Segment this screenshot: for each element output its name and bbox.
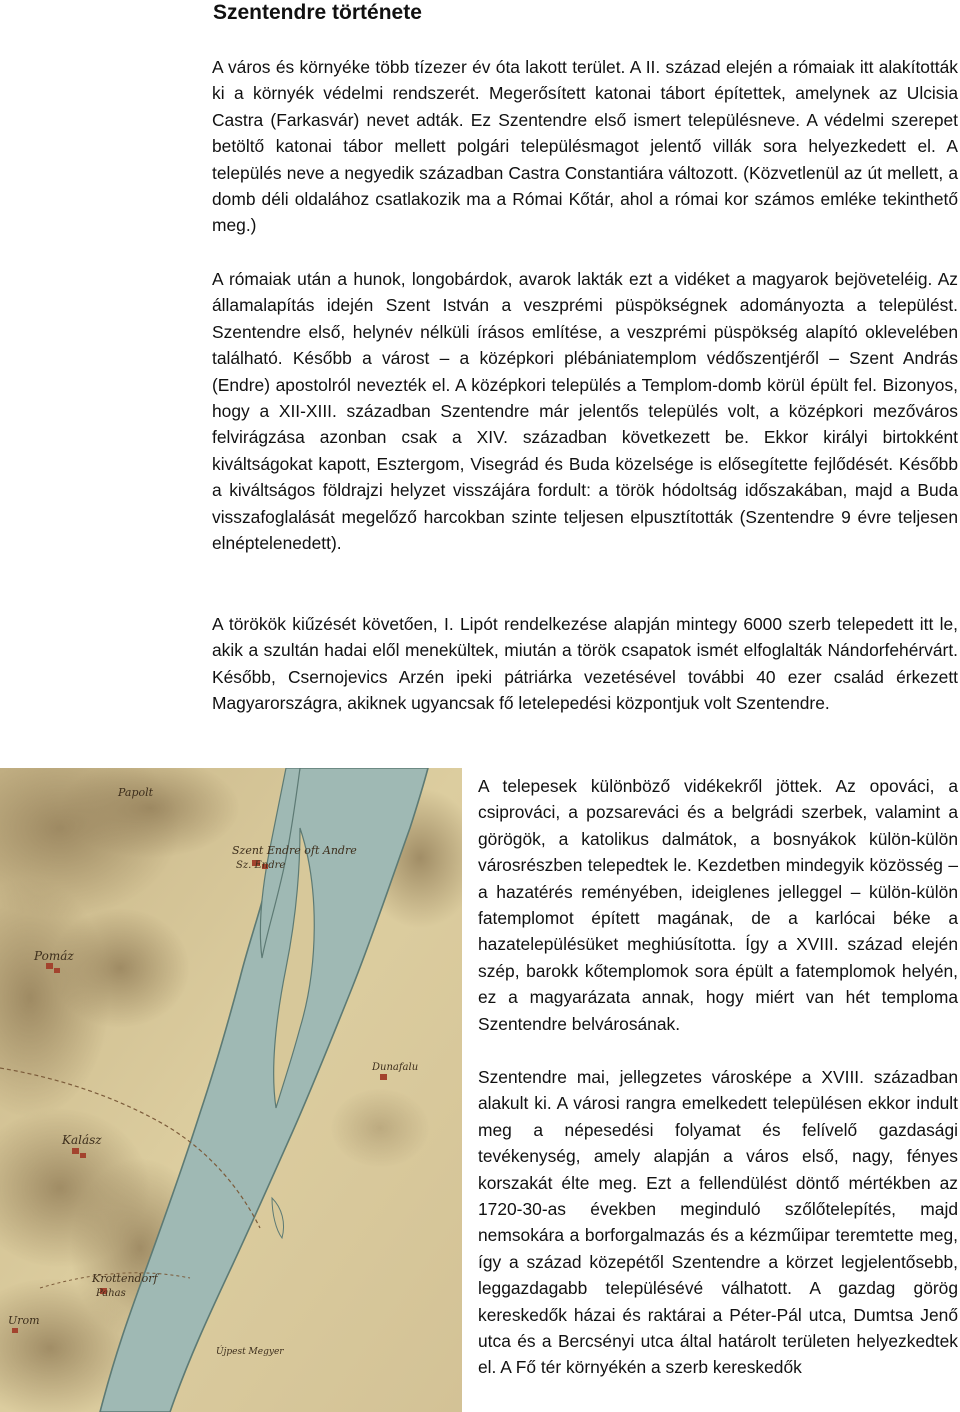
page-title: Szentendre története [213,1,422,24]
map-label-megyer: Újpest Megyer [216,1347,284,1357]
paragraph-settler-groups: A telepesek különböző vidékekről jöttek. Az opováci, a csiprováci, a pozsareváci és a belgrádi szerbek, valamint a görögök, a katolikus dalmátok, a bosnyákok külön-külön városrészben telepedtek le. Kezdetben mindegyik közösség – a hazatérés reményében, ideiglenes jelleggel – külön-külön fatemplomot épített magának, de a karlócai béke a hazatelepülésüket meghiúsította. Így a XVIII. század elején szép, barokk kőtemplomok sora épült a fatemplomok helyén, ez a magyarázata annak, hogy miért van hét temploma Szentendre belvárosának. [478,776,958,1034]
map-label-szentendre-2: Sz. Endre [236,860,286,871]
paragraph-roman-era: A város és környéke több tízezer év óta lakott terület. A II. század elején a rómaiak itt alakították ki a környék védelmi rendszerét. Megerősített katonai tábort építettek, amelynek az Ulcisia Castra (Farkasvár) nevet adták. Ez Szentendre első ismert településneve. A védelmi szerepet betöltő katonai tábor mellett polgári településmagot jelentő villák sora helyezkedett el. A település neve a negyedik században Castra Constantiára változott. (Közvetlenül az út mellett, a domb déli oldalához csatlakozik ma a Római Kőtár, ahol a római kor számos emléke tekinthető meg.) [212,57,958,236]
map-label-urom: Urom [8,1314,40,1327]
paragraph-serbian-settlers: A törökök kiűzését követően, I. Lipót rendelkezése alapján mintegy 6000 szerb telepedett itt le, akik a szultán hadai elől menekültek, miután a török csapatok ismét elfoglalták Nándorfehérvárt. Később, Csernojevics Arzén ipeki pátriárka vezetésével további 40 ezer család érkezett Magyarországra, akiknek ugyancsak fő letelepedési központjuk volt Szentendre. [212,614,958,714]
map-label-pahas: Pahas [96,1288,126,1299]
map-label-papolt: Papolt [118,786,154,799]
paragraph-townscape: Szentendre mai, jellegzetes városképe a XVIII. században alakult ki. A városi rangra emelkedett településen ekkor indult meg a népesedési folyamat és felívelő gazdasági tevékenység, amely alapján a város első, nagy, fényes korszakát élte meg. Ezt a fellendülést döntő mértékben az 1720-30-as években meginduló szőlőtelepítés, majd nemsokára a borforgalmazás és a kézműipar teremtette meg, így a század közepétől Szentendre a körzet legjelentősebb, leggazdagabb településévé válhatott. A gazdag görög kereskedők házai és raktárai a Péter-Pál utca, Dumtsa Jenő utca és a Bercsényi utca által határolt területen helyezkedtek el. A Fő tér környékén a szerb kereskedők [478,1067,958,1378]
map-label-kalasz: Kalász [62,1133,102,1147]
map-label-krottendorf: Krottendorf [92,1272,158,1285]
historical-map-image [0,768,462,1412]
map-label-pomaz: Pomáz [34,949,74,963]
map-label-szentendre: Szent Endre oft Andre [232,844,357,857]
map-label-dunafalu: Dunafalu [372,1062,419,1073]
paragraph-medieval-era: A rómaiak után a hunok, longobárdok, avarok lakták ezt a vidéket a magyarok bejöveteléig. Az államalapítás idején Szent István a veszprémi püspökségnek adományozta a települést. Szentendre első, helynév nélküli írásos említése, a veszprémi püspökség alapító oklevelében található. Később a várost – a középkori plébániatemplom védőszentjéről – Szent András (Endre) apostolról nevezték el. A középkori település a Templom-domb körül épült fel. Bizonyos, hogy a XII-XIII. században Szentendre már jelentős település volt, a középkori mezőváros felvirágzása azonban csak a XIV. században következett be. Ekkor királyi birtokként kiváltságokat kapott, Esztergom, Visegrád és Buda közelsége is elősegítette fejlődését. Később a kiváltságos földrajzi helyzet visszájára fordult: a török hódoltság időszakában, majd a Buda visszafoglalását megelőző harcokban szinte teljesen elpusztították (Szentendre 9 évre teljesen elnéptelenedett). [212,269,958,554]
